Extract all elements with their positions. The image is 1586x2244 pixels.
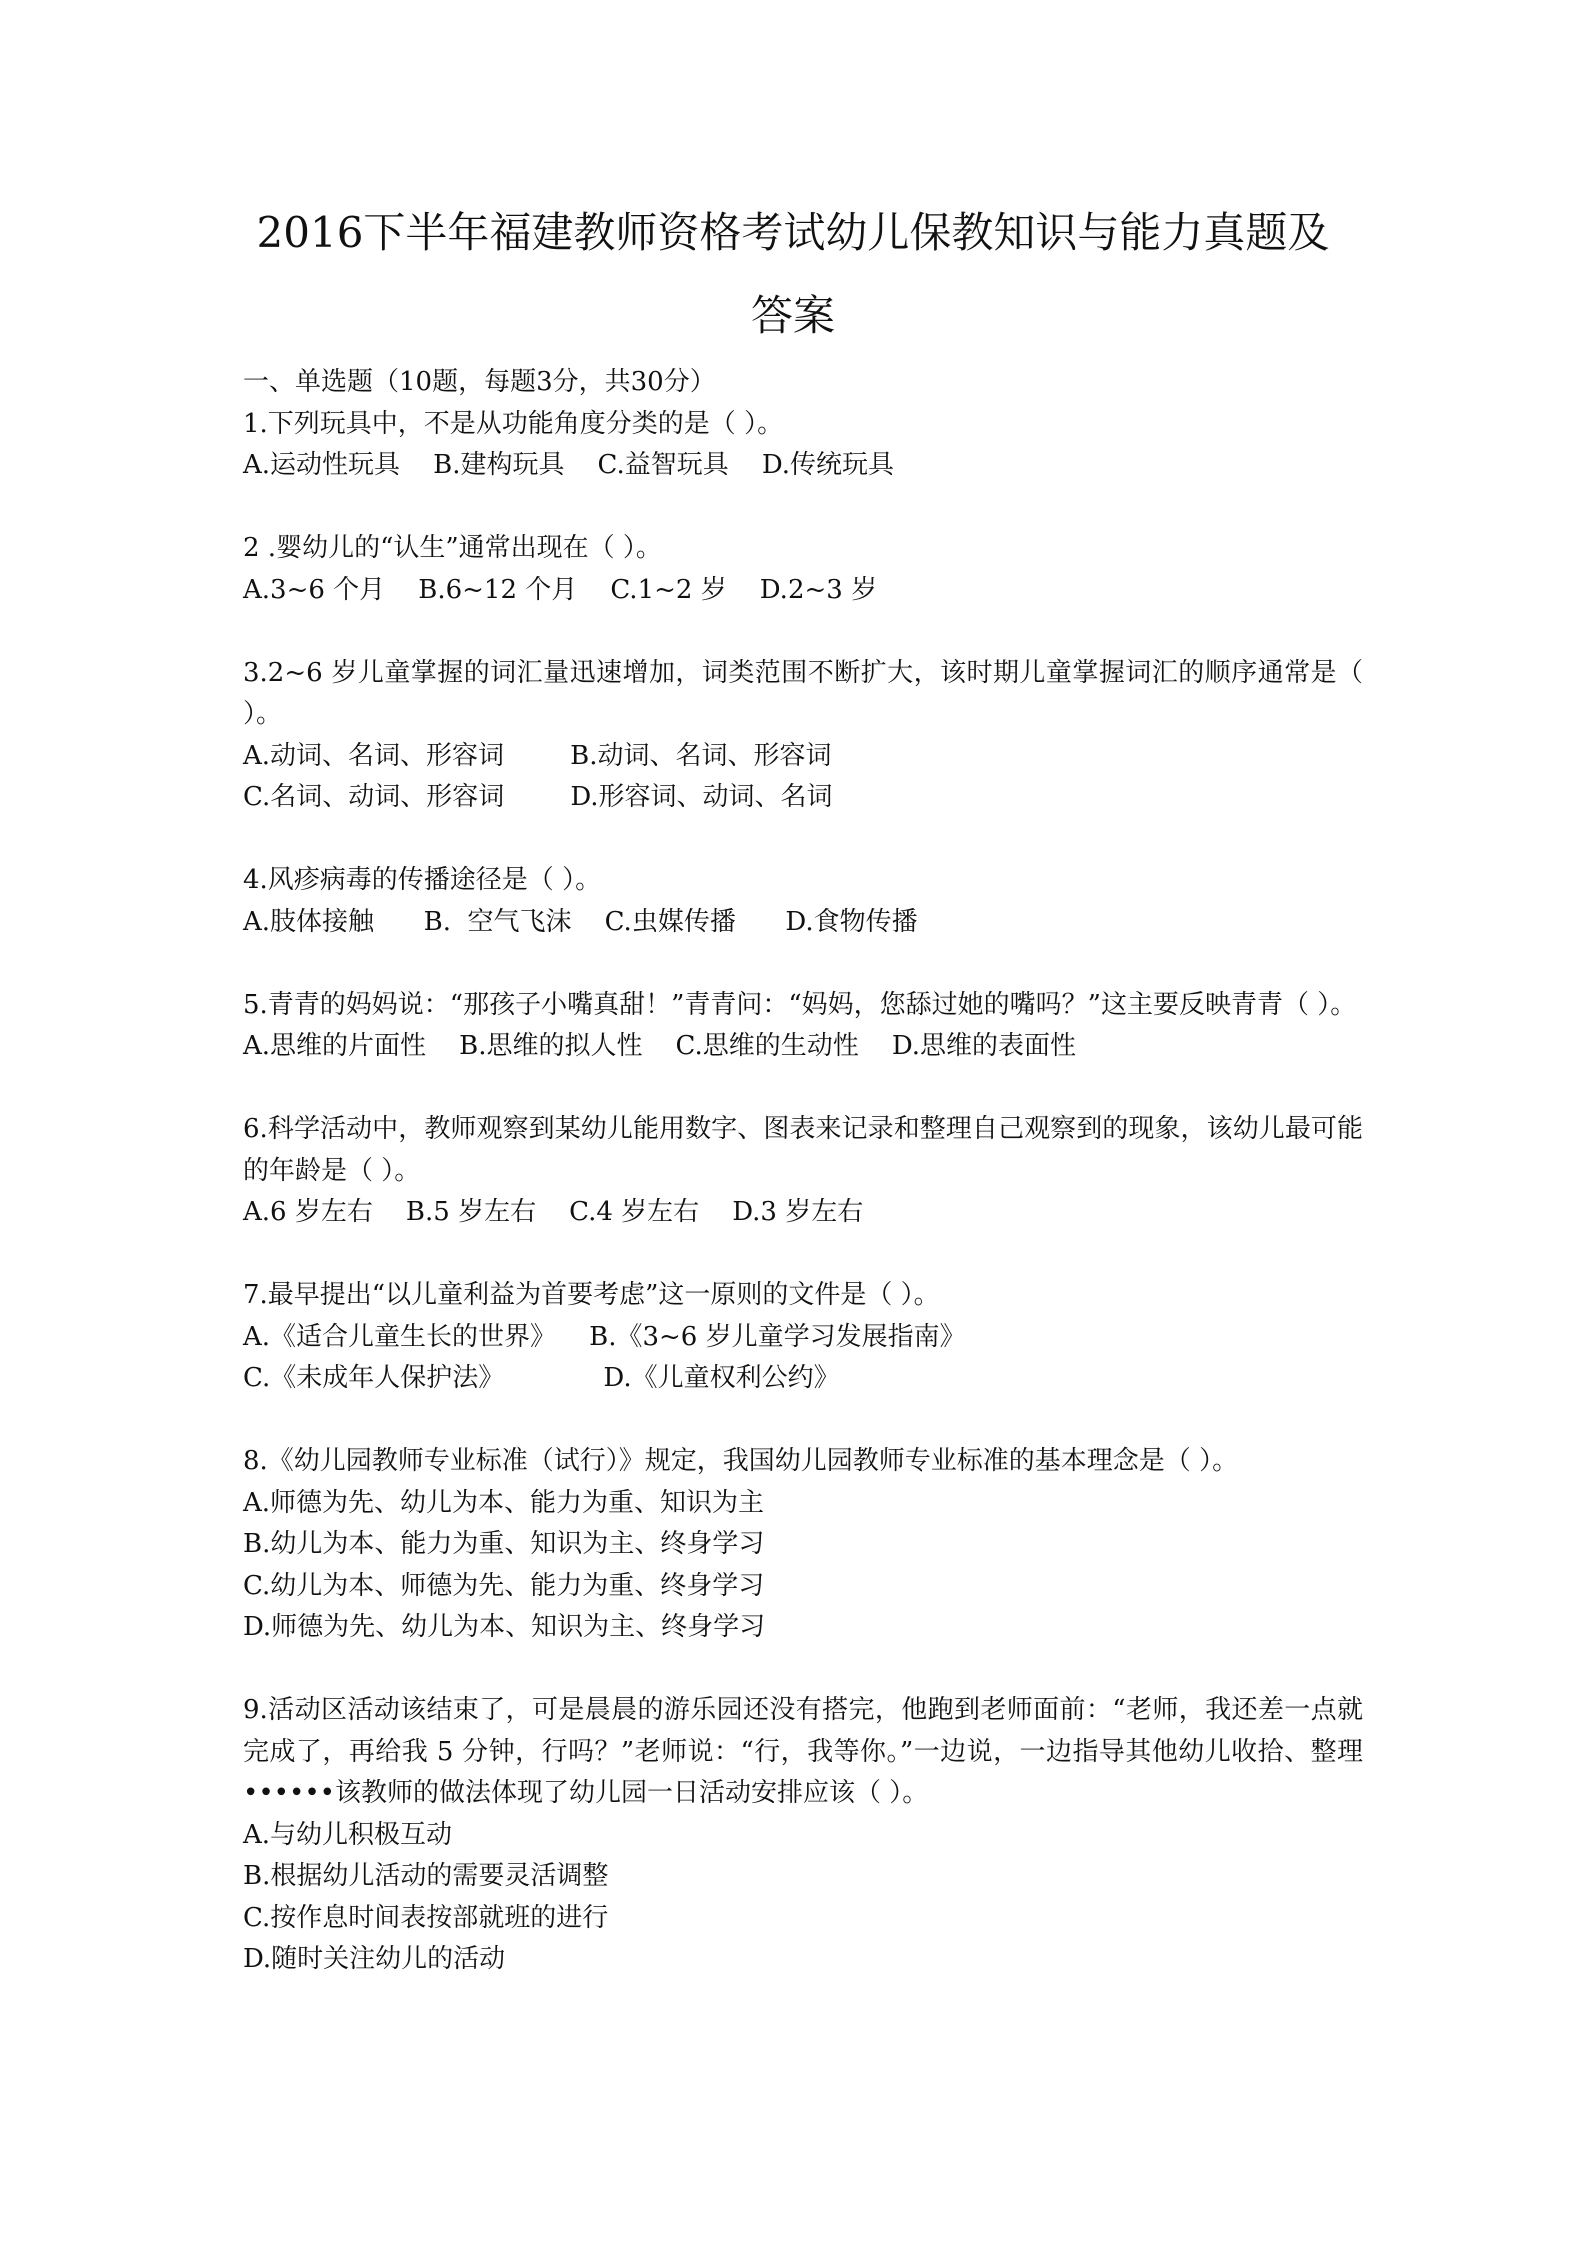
document-title-line-1: 2016下半年福建教师资格考试幼儿保教知识与能力真题及 <box>256 208 1330 257</box>
question-options: C.名词、动词、形容词 D.形容词、动词、名词 <box>243 782 833 812</box>
question-stem: 3.2~6 岁儿童掌握的词汇量迅速增加，词类范围不断扩大，该时期儿童掌握词汇的顺序通常是（ ）。 <box>243 657 1363 729</box>
question-options: A.动词、名词、形容词 B.动词、名词、形容词 <box>243 740 832 771</box>
question-4 <box>243 860 1363 943</box>
question-stem: 8.《幼儿园教师专业标准（试行）》规定，我国幼儿园教师专业标准的基本理念是（ ）。 <box>243 1446 1239 1476</box>
question-1 <box>243 404 1363 487</box>
question-3 <box>243 653 1363 819</box>
question-stem: 4.风疹病毒的传播途径是（ ）。 <box>243 865 602 895</box>
question-options: A.6 岁左右 B.5 岁左右 C.4 岁左右 D.3 岁左右 <box>243 1197 864 1227</box>
question-option: D.随时关注幼儿的活动 <box>243 1944 506 1974</box>
question-stem: 1.下列玩具中，不是从功能角度分类的是（ ）。 <box>243 408 784 439</box>
question-options: A.运动性玩具 B.建构玩具 C.益智玩具 D.传统玩具 <box>243 450 895 480</box>
question-7 <box>243 1275 1363 1400</box>
question-option: D.师德为先、幼儿为本、知识为主、终身学习 <box>243 1612 766 1642</box>
document-body <box>243 362 1363 2022</box>
question-9 <box>243 1690 1363 1981</box>
question-5 <box>243 985 1363 1068</box>
question-8 <box>243 1441 1363 1649</box>
section-heading: 一、单选题（10题，每题3分，共30分） <box>243 367 716 397</box>
question-option: C.按作息时间表按部就班的进行 <box>243 1902 609 1933</box>
question-options: A.肢体接触 B. 空气飞沫 C.虫媒传播 D.食物传播 <box>243 906 918 937</box>
question-stem: 7.最早提出“以儿童利益为首要考虑”这一原则的文件是（ ）。 <box>243 1280 940 1310</box>
question-option: A.师德为先、幼儿为本、能力为重、知识为主 <box>243 1487 765 1518</box>
question-6 <box>243 1109 1363 1234</box>
question-options: C.《未成年人保护法》 D.《儿童权利公约》 <box>243 1363 840 1393</box>
question-options: A.《适合儿童生长的世界》 B.《3~6 岁儿童学习发展指南》 <box>243 1321 966 1352</box>
question-option: B.根据幼儿活动的需要灵活调整 <box>243 1861 609 1891</box>
question-option: A.与幼儿积极互动 <box>243 1819 453 1850</box>
question-option: B.幼儿为本、能力为重、知识为主、终身学习 <box>243 1529 765 1559</box>
question-stem: 2 .婴幼儿的“认生”通常出现在（ ）。 <box>243 533 662 563</box>
question-stem: 9.活动区活动该结束了，可是晨晨的游乐园还没有搭完，他跑到老师面前：“老师，我还差一点就完成了，再给我 5 分钟，行吗？”老师说：“行，我等你。”一边说，一边指导其他幼儿收拾、整理••••••该教师的做法体现了幼儿园一日活动安排应该（ ）。 <box>243 1695 1363 1808</box>
document-title-line-2: 答案 <box>750 291 835 340</box>
question-stem: 5.青青的妈妈说：“那孩子小嘴真甜！”青青问：“妈妈，您舔过她的嘴吗？”这主要反映青青（ ）。 <box>243 989 1357 1020</box>
question-option: C.幼儿为本、师德为先、能力为重、终身学习 <box>243 1570 765 1601</box>
question-options: A.思维的片面性 B.思维的拟人性 C.思维的生动性 D.思维的表面性 <box>243 1031 1077 1061</box>
question-options: A.3~6 个月 B.6~12 个月 C.1~2 岁 D.2~3 岁 <box>243 574 878 605</box>
question-stem: 6.科学活动中，教师观察到某幼儿能用数字、图表来记录和整理自己观察到的现象，该幼儿最可能的年龄是（ ）。 <box>243 1114 1363 1186</box>
question-2 <box>243 528 1363 611</box>
